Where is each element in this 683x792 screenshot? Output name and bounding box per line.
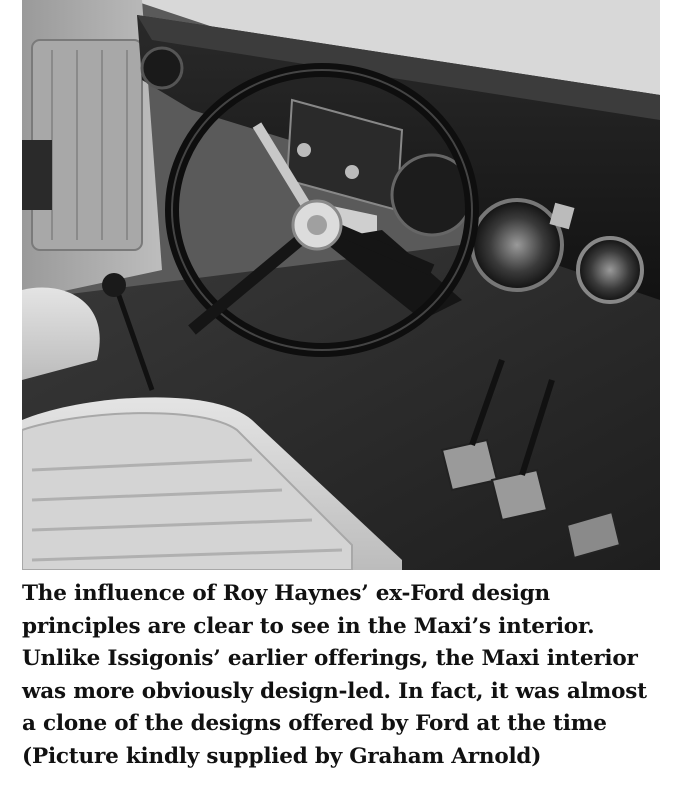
photo-caption: The influence of Roy Haynes’ ex-Ford design principles are clear to see in the Maxi’s interior. Unlike Issigonis’ earlier offerings, the Maxi interior was more obviously design-led. In fact, it was almost a clone of the designs offered by Ford at the time (Picture kindly supplied by Graham Arnold) <box>22 581 647 769</box>
car-interior-illustration <box>22 0 660 570</box>
gauge-center <box>472 200 562 290</box>
gear-knob <box>102 273 126 297</box>
air-vent-right <box>578 238 642 302</box>
car-interior-photo <box>22 0 660 570</box>
door-handle <box>22 140 52 210</box>
brake-pedal <box>492 470 547 520</box>
air-vent-left <box>142 48 182 88</box>
clutch-pedal <box>442 440 497 490</box>
